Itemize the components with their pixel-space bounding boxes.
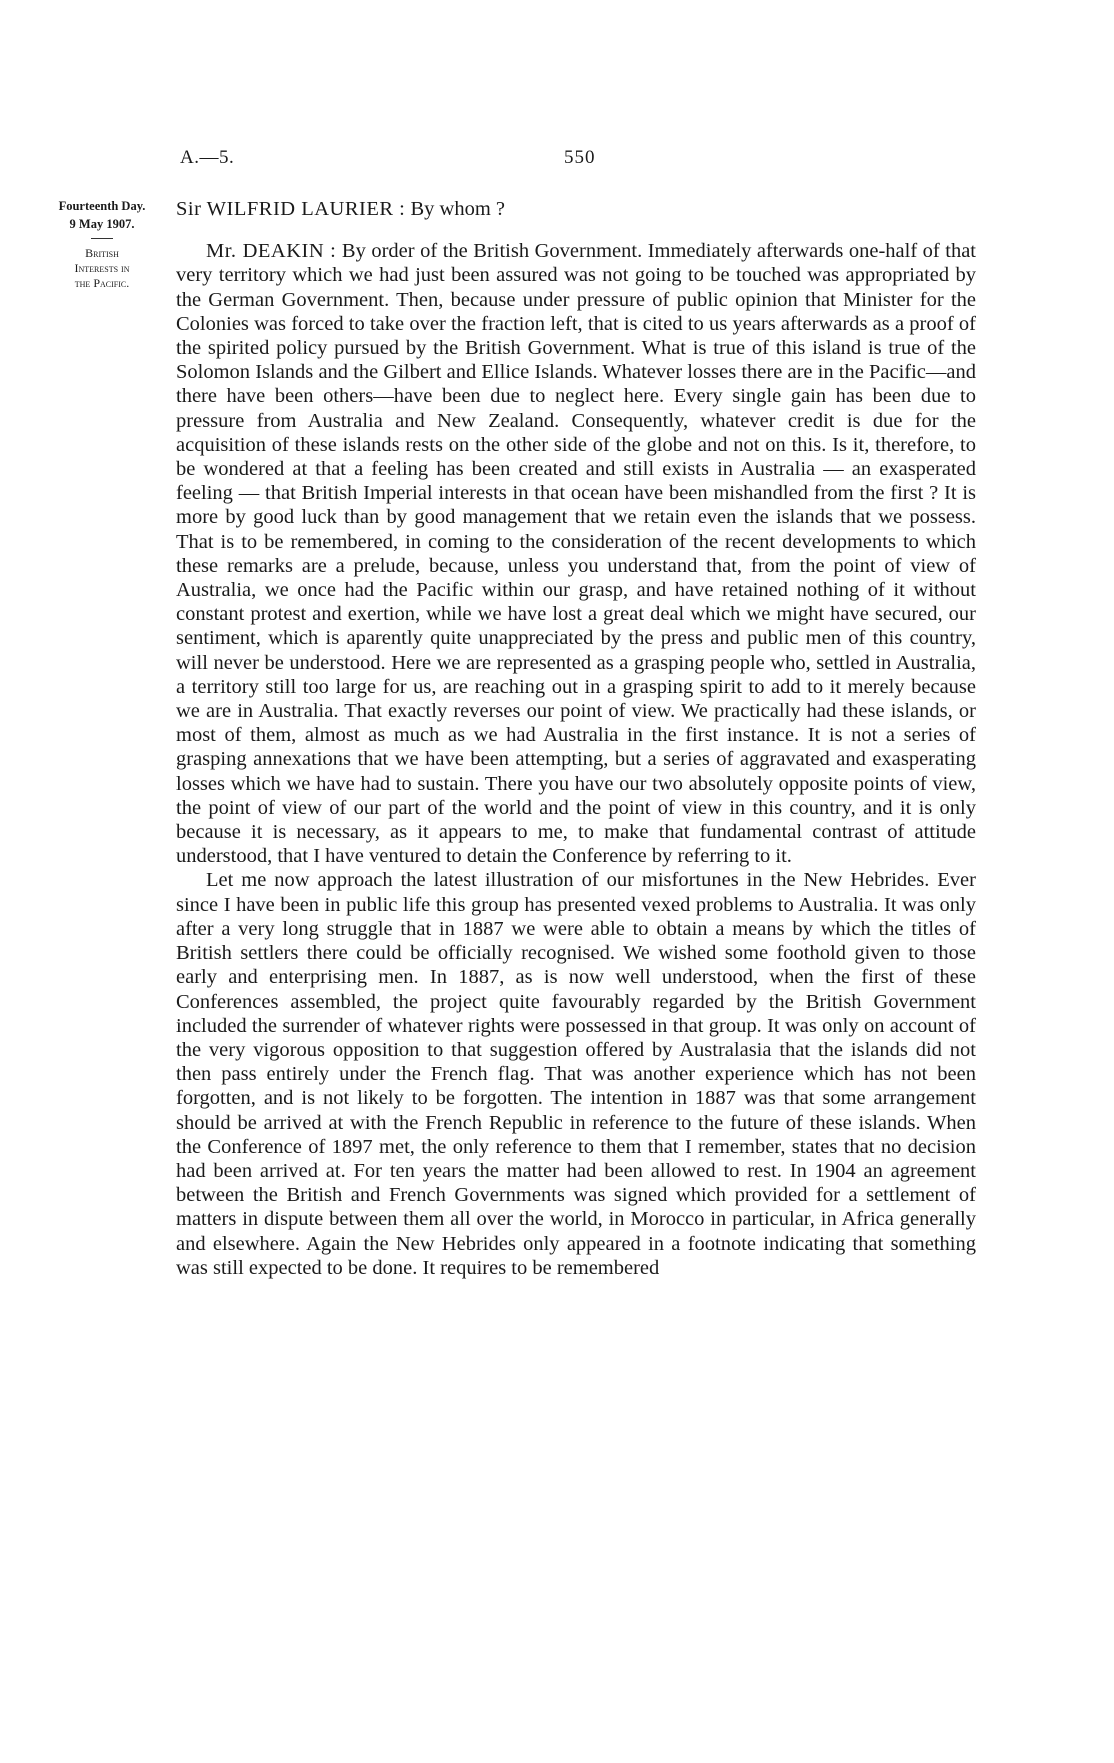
speaker-name: Mr. DEAKIN : — [206, 240, 337, 263]
speaker-name: Sir WILFRID LAURIER : — [176, 198, 406, 220]
body-text — [176, 197, 976, 1280]
margin-topic-line2: Interests in — [74, 261, 130, 275]
page-number: 550 — [564, 147, 596, 168]
speech-text: By order of the British Government. Immediately afterwards one-half of that very territory which we had just been assured was not going to be touched was appropriated by the German Government. Then, because under pressure of public opinion that Minister for the Colonies was forced to take over the fraction left, that is cited to us years afterwards as a proof of the spirited policy pursued by the British Government. What is true of this island is true of the Solomon Islands and the Gilbert and Ellice Islands. Whatever losses there are in the Pacific—and there have been others—have been due to neglect here. Every single gain has been due to pressure from Australia and New Zealand. Consequently, whatever credit is due for the acquisition of these islands rests on the other side of the globe and not on this. Is it, therefore, to be wondered at that a feeling has been created and still exists in Australia — an exasperated feeling — that British Imperial interests in that ocean have been mishandled from the first ? It is more by good luck than by good management that we retain even the islands that we possess. That is to be remembered, in coming to the consideration of the recent developments to which these remarks are a prelude, because, unless you understand that, from the point of view of Australia, we once had the Pacific within our grasp, and have retained nothing of it without constant protest and exertion, while we have lost a great deal which we might have secured, our sentiment, which is aparently quite unappreciated by the press and public men of this country, will never be understood. Here we are represented as a grasping people who, settled in Australia, a territory still too large for us, are reaching out in a grasping spirit to add to it merely because we are in Australia. That exactly reverses our point of view. We practically had these islands, or most of them, almost as much as we had Australia in the first instance. It is not a series of grasping annexations that we have been attempting, but a series of aggravated and exasperating losses which we have had to sustain. There you have our two absolutely opposite points of view, the point of view of our part of the world and the point of view in this country, and it is only because it is necessary, as it appears to me, to make that fundamental contrast of attitude understood, that I have ventured to detain the Conference by referring to it. — [176, 240, 977, 868]
speech-deakin — [176, 239, 976, 868]
margin-divider — [91, 238, 113, 239]
margin-date: 9 May 1907. — [69, 217, 135, 231]
margin-topic-line1: British — [85, 246, 119, 260]
margin-topic-line3: the Pacific. — [74, 276, 130, 290]
margin-day: Fourteenth Day. — [58, 199, 146, 213]
speech-text: By whom ? — [410, 198, 506, 220]
document-reference: A.—5. — [180, 147, 235, 168]
paragraph-new-hebrides: Let me now approach the latest illustration of our misfortunes in the New Hebrides. Ever since I have been in public life this group has presented vexed problems to Australia. It was only after a very long struggle that in 1887 we were able to obtain a means by which the titles of British settlers there could be officially recognised. We wished some foothold given to those early and enterprising men. In 1887, as is now well understood, when the first of these Conferences assembled, the project quite favourably regarded by the British Government included the surrender of whatever rights were possessed in that group. It was only on account of the very vigorous opposition to that suggestion offered by Australasia that the islands did not then pass entirely under the French flag. That was another experience which has not been forgotten, and is not likely to be forgotten. The intention in 1887 was that some arrangement should be arrived at with the French Republic in reference to the future of these islands. When the Conference of 1897 met, the only reference to them that I remember, states that no decision had been arrived at. For ten years the matter had been allowed to rest. In 1904 an agreement between the British and French Governments was signed which provided for a settlement of matters in dispute between them all over the world, in Morocco in particular, in Africa generally and elsewhere. Again the New Hebrides only appeared in a footnote indicating that something was still expected to be done. It requires to be remembered — [176, 869, 976, 1279]
margin-notes — [38, 197, 166, 291]
speech-laurier — [176, 197, 976, 221]
